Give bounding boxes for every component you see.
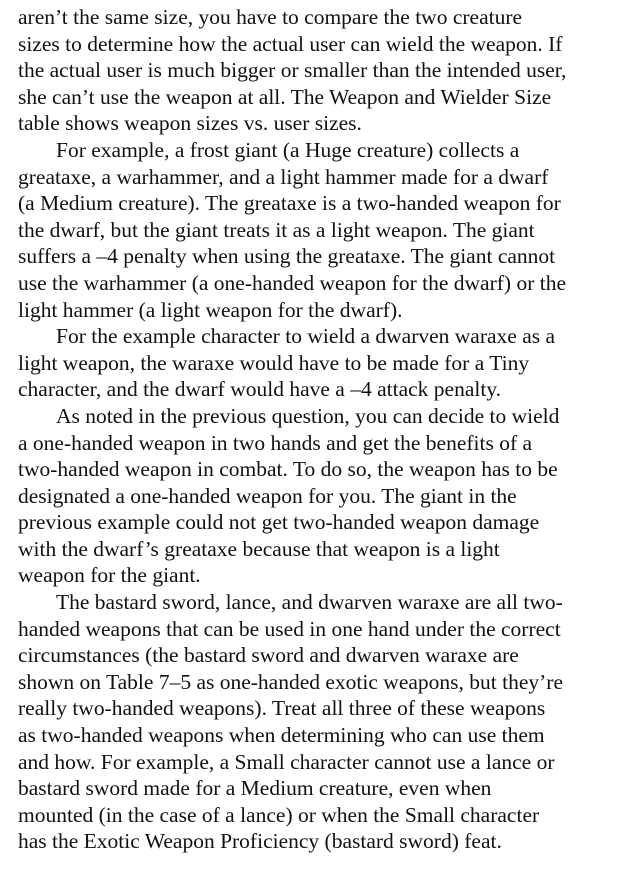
text-line: use the warhammer (a one-handed weapon for the dwarf) or the [18,270,567,295]
text-line: table shows weapon sizes vs. user sizes. [18,111,362,136]
text-line: with the dwarf’s greataxe because that weapon is a light [18,536,500,561]
text-line: greataxe, a warhammer, and a light hammer made for a dwarf [18,164,549,189]
text-line: a one-handed weapon in two hands and get the benefits of a [18,430,533,455]
text-line: sizes to determine how the actual user can wield the weapon. If [18,31,563,56]
text-line: light hammer (a light weapon for the dwarf). [18,297,403,322]
text-line: designated a one-handed weapon for you. The giant in the [18,483,517,508]
text-line: light weapon, the waraxe would have to be made for a Tiny [18,350,530,375]
text-line: the actual user is much bigger or smaller than the intended user, [18,58,567,83]
text-line: suffers a –4 penalty when using the greataxe. The giant cannot [18,244,556,269]
text-line: the dwarf, but the giant treats it as a light weapon. The giant [18,217,535,242]
paragraph-first-line: As noted in the previous question, you can decide to wield [56,403,560,428]
text-line: handed weapons that can be used in one hand under the correct [18,616,561,641]
text-line: she can’t use the weapon at all. The Weapon and Wielder Size [18,84,552,109]
text-line: two-handed weapon in combat. To do so, the weapon has to be [18,457,558,482]
body-text [18,4,614,855]
paragraph-first-line: For example, a frost giant (a Huge creature) collects a [56,137,520,162]
paragraph-first-line: For the example character to wield a dwarven waraxe as a [56,324,556,349]
text-line: character, and the dwarf would have a –4 attack penalty. [18,377,502,402]
text-line: really two-handed weapons). Treat all three of these weapons [18,696,546,721]
text-line: and how. For example, a Small character cannot use a lance or [18,749,555,774]
text-line: mounted (in the case of a lance) or when the Small character [18,802,540,827]
text-line: circumstances (the bastard sword and dwarven waraxe are [18,643,519,668]
text-line: aren’t the same size, you have to compare the two creature [18,5,523,29]
document-page [18,4,614,855]
text-line: (a Medium creature). The greataxe is a two-handed weapon for [18,191,561,216]
text-line: bastard sword made for a Medium creature, even when [18,776,492,801]
text-line: previous example could not get two-handed weapon damage [18,510,540,535]
paragraph-first-line: The bastard sword, lance, and dwarven waraxe are all two- [56,590,563,615]
text-line: has the Exotic Weapon Proficiency (bastard sword) feat. [18,829,502,854]
text-line: as two-handed weapons when determining who can use them [18,723,545,748]
text-line: weapon for the giant. [18,563,201,588]
text-line: shown on Table 7–5 as one-handed exotic weapons, but they’re [18,669,564,694]
